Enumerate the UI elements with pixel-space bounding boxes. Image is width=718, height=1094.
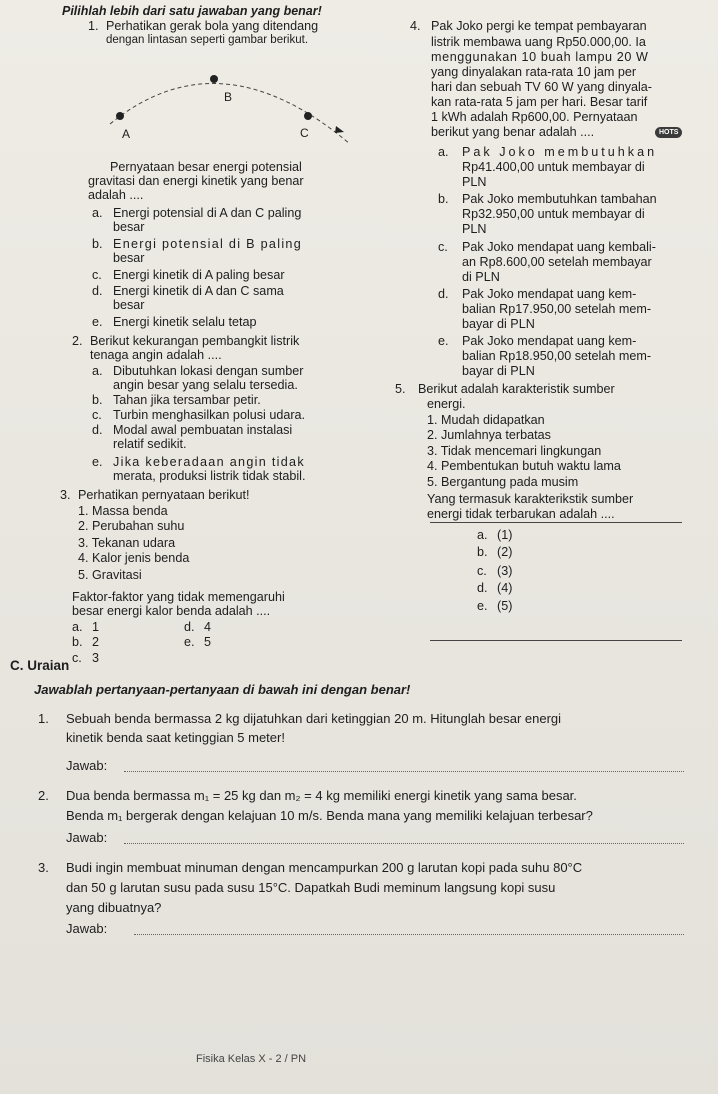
q1-stem: Pernyataan besar energi potensial (110, 160, 302, 174)
q5-item: 5. Bergantung pada musim (427, 475, 579, 489)
q4-option-letter[interactable]: a. (438, 145, 449, 159)
essay3-number: 3. (38, 860, 49, 875)
q5-option-letter[interactable]: d. (477, 581, 488, 595)
q3-option-value[interactable]: 1 (92, 620, 100, 634)
q1-option-text[interactable]: Energi kinetik di A paling besar (113, 268, 285, 282)
q5-item: 2. Jumlahnya terbatas (427, 428, 551, 442)
q5-option-value[interactable]: (1) (497, 528, 513, 542)
q4-stem: listrik membawa uang Rp50.000,00. Ia (431, 35, 646, 49)
q5-item: 4. Pembentukan butuh waktu lama (427, 459, 621, 473)
essay1-answer-label: Jawab: (66, 758, 108, 773)
q4-option-text[interactable]: Pak Joko mendapat uang kem- (462, 287, 637, 301)
q3-option-value[interactable]: 3 (92, 651, 100, 665)
q4-option-text: Rp41.400,00 untuk membayar di (462, 160, 645, 174)
q3-item: 2. Perubahan suhu (78, 519, 185, 533)
q3-option-letter[interactable]: d. (184, 620, 195, 634)
essay2-text: Benda m₁ bergerak dengan kelajuan 10 m/s. Benda mana yang memiliki kelajuan terbesar? (66, 808, 593, 823)
q5-stem: energi. (427, 397, 466, 411)
q1-option-text: besar (113, 251, 145, 265)
q3-number: 3. (60, 488, 71, 502)
q4-stem: 1 kWh adalah Rp600,00. Pernyataan (431, 110, 638, 124)
q5-option-value[interactable]: (3) (497, 564, 513, 578)
q4-stem: menggunakan 10 buah lampu 20 W (431, 50, 649, 64)
essay1-text: Sebuah benda bermassa 2 kg dijatuhkan dari ketinggian 20 m. Hitunglah besar energi (66, 711, 562, 726)
q5-option-letter[interactable]: a. (477, 528, 488, 542)
q3-item: 3. Tekanan udara (78, 536, 176, 550)
q4-option-letter[interactable]: d. (438, 287, 449, 301)
q2-option-text: angin besar yang selalu tersedia. (113, 378, 298, 392)
q5-option-letter[interactable]: c. (477, 564, 487, 578)
q4-option-text: Rp32.950,00 untuk membayar di (462, 207, 645, 221)
q1-stem: dengan lintasan seperti gambar berikut. (106, 34, 309, 46)
q5-option-letter[interactable]: e. (477, 599, 488, 613)
q4-option-text: balian Rp18.950,00 setelah mem- (462, 349, 652, 363)
q2-option-letter[interactable]: b. (92, 393, 103, 407)
q5-option-letter[interactable]: b. (477, 545, 488, 559)
q4-option-text[interactable]: Pak Joko mendapat uang kembali- (462, 240, 656, 254)
q4-number: 4. (410, 19, 421, 33)
q5-item: 3. Tidak mencemari lingkungan (427, 444, 602, 458)
essay2-answer-label: Jawab: (66, 830, 108, 845)
q3-stem: Perhatikan pernyataan berikut! (78, 488, 250, 502)
q3-option-value[interactable]: 4 (204, 620, 212, 634)
essay3-answer-line[interactable] (134, 934, 684, 935)
q5-answer-box (430, 522, 682, 641)
q1-option-letter[interactable]: b. (92, 237, 103, 251)
q2-option-text: relatif sedikit. (113, 437, 187, 451)
q3-option-value[interactable]: 5 (204, 635, 212, 649)
q1-option-text[interactable]: Energi potensial di A dan C paling (113, 206, 302, 220)
label-c: C (300, 126, 309, 140)
q1-option-text[interactable]: Energi kinetik di A dan C sama (113, 284, 284, 298)
ball-at-b (210, 75, 218, 83)
q4-stem: Pak Joko pergi ke tempat pembayaran (431, 19, 647, 33)
ball-at-a (116, 112, 124, 120)
q3-item: 5. Gravitasi (78, 568, 142, 582)
ball-at-c (304, 112, 312, 120)
q3-question: Faktor-faktor yang tidak memengaruhi (72, 590, 285, 604)
essay3-answer-label: Jawab: (66, 921, 108, 936)
q1-option-text: besar (113, 220, 145, 234)
q3-question: besar energi kalor benda adalah .... (72, 604, 271, 618)
q3-option-letter[interactable]: c. (72, 651, 82, 665)
q2-option-text[interactable]: Modal awal pembuatan instalasi (113, 423, 293, 437)
q1-option-letter[interactable]: c. (92, 268, 102, 282)
q2-stem: Berikut kekurangan pembangkit listrik (90, 334, 300, 348)
essay1-text: kinetik benda saat ketinggian 5 meter! (66, 730, 285, 745)
q2-stem: tenaga angin adalah .... (90, 348, 222, 362)
hots-badge: HOTS (655, 127, 682, 138)
label-b: B (224, 90, 233, 104)
q1-option-text[interactable]: Energi kinetik selalu tetap (113, 315, 257, 329)
q1-option-letter[interactable]: e. (92, 315, 103, 329)
q4-option-text: bayar di PLN (462, 317, 535, 331)
q4-option-text: PLN (462, 222, 487, 236)
label-a: A (122, 127, 131, 141)
essay3-text: yang dibuatnya? (66, 900, 162, 915)
q1-stem: gravitasi dan energi kinetik yang benar (88, 174, 304, 188)
q4-option-letter[interactable]: c. (438, 240, 448, 254)
essay2-text: Dua benda bermassa m₁ = 25 kg dan m₂ = 4 kg memiliki energi kinetik yang sama besar. (66, 788, 577, 803)
q3-option-letter[interactable]: b. (72, 635, 83, 649)
q3-option-letter[interactable]: a. (72, 620, 83, 634)
q2-number: 2. (72, 334, 83, 348)
q2-option-letter[interactable]: e. (92, 455, 103, 469)
q5-stem: Berikut adalah karakteristik sumber (418, 382, 615, 396)
q1-option-letter[interactable]: a. (92, 206, 103, 220)
q4-option-letter[interactable]: e. (438, 334, 449, 348)
section-c-title: C. Uraian (10, 658, 70, 673)
q5-question: energi tidak terbarukan adalah .... (427, 507, 615, 521)
q1-stem: Perhatikan gerak bola yang ditendang (106, 19, 319, 33)
essay1-answer-line[interactable] (124, 771, 684, 772)
essay1-number: 1. (38, 711, 49, 726)
q1-stem: adalah .... (88, 188, 144, 202)
q4-option-text[interactable]: Pak Joko membutuhkan (462, 145, 658, 159)
q4-option-text: an Rp8.600,00 setelah membayar (462, 255, 652, 269)
q4-stem: hari dan sebuah TV 60 W yang dinyala- (431, 80, 652, 94)
q4-option-text: bayar di PLN (462, 364, 535, 378)
q1-option-text: besar (113, 298, 145, 312)
q2-option-letter[interactable]: d. (92, 423, 103, 437)
page-footer: Fisika Kelas X - 2 / PN (196, 1053, 307, 1065)
q4-option-text[interactable]: Pak Joko mendapat uang kem- (462, 334, 637, 348)
q5-question: Yang termasuk karakterikstik sumber (427, 492, 634, 506)
essay3-text: Budi ingin membuat minuman dengan mencampurkan 200 g larutan kopi pada suhu 80°C (66, 860, 583, 875)
q4-option-text: PLN (462, 175, 487, 189)
essay2-number: 2. (38, 788, 49, 803)
q2-option-letter[interactable]: c. (92, 408, 102, 422)
q1-option-text[interactable]: Energi potensial di B paling (113, 237, 303, 251)
q3-item: 4. Kalor jenis benda (78, 551, 190, 565)
arrow-head (335, 126, 344, 133)
q2-option-text[interactable]: Dibutuhkan lokasi dengan sumber (113, 364, 304, 378)
q4-option-text: di PLN (462, 270, 500, 284)
q5-option-value[interactable]: (5) (497, 599, 513, 613)
q4-option-letter[interactable]: b. (438, 192, 449, 206)
q1-option-letter[interactable]: d. (92, 284, 103, 298)
essay2-answer-line[interactable] (124, 843, 684, 844)
q2-option-text[interactable]: Jika keberadaan angin tidak (113, 455, 305, 469)
q3-item: 1. Massa benda (78, 504, 168, 518)
section-c-instruction: Jawablah pertanyaan-pertanyaan di bawah ini dengan benar! (34, 682, 411, 697)
essay3-text: dan 50 g larutan susu pada susu 15°C. Dapatkah Budi meminum langsung kopi susu (66, 880, 556, 895)
q1-number: 1. (88, 19, 99, 33)
q2-option-text[interactable]: Tahan jika tersambar petir. (113, 393, 261, 407)
q4-stem: kan rata-rata 5 jam per hari. Besar tarif (431, 95, 648, 109)
q4-stem: yang dinyalakan rata-rata 10 jam per (431, 65, 637, 79)
q5-option-value[interactable]: (4) (497, 581, 513, 595)
q2-option-text: merata, produksi listrik tidak stabil. (113, 469, 306, 483)
q3-option-value[interactable]: 2 (92, 635, 100, 649)
q2-option-letter[interactable]: a. (92, 364, 103, 378)
q5-item: 1. Mudah didapatkan (427, 413, 545, 427)
instruction-header: Pilihlah lebih dari satu jawaban yang benar! (62, 4, 322, 18)
q5-option-value[interactable]: (2) (497, 545, 513, 559)
q3-option-letter[interactable]: e. (184, 635, 195, 649)
q4-option-text[interactable]: Pak Joko membutuhkan tambahan (462, 192, 657, 206)
q5-number: 5. (395, 382, 406, 396)
q4-option-text: balian Rp17.950,00 setelah mem- (462, 302, 652, 316)
q2-option-text[interactable]: Turbin menghasilkan polusi udara. (113, 408, 306, 422)
q4-stem: berikut yang benar adalah .... (431, 125, 595, 139)
